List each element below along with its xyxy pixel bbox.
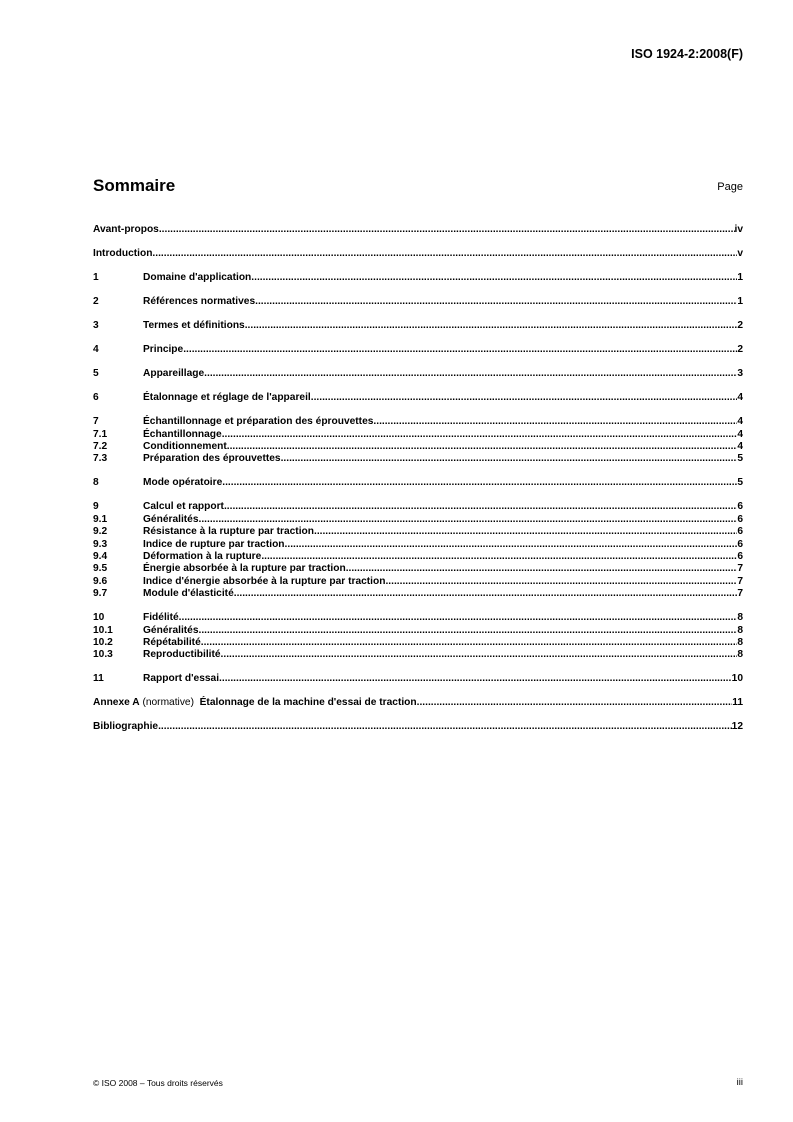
dot-leader <box>199 625 738 637</box>
toc-entry-page: 6 <box>737 501 743 513</box>
toc-entry-title: Fidélité <box>143 612 179 624</box>
toc-entry-page: 2 <box>737 344 743 356</box>
toc-entry-page: 1 <box>737 296 743 308</box>
toc-title: Sommaire <box>93 176 176 195</box>
toc-entry-title: Conditionnement <box>143 441 227 453</box>
toc-entry[interactable] <box>93 588 743 600</box>
toc-entry[interactable] <box>93 272 743 284</box>
toc-entry-title: Déformation à la rupture <box>143 550 262 562</box>
dot-leader <box>373 416 737 428</box>
dot-leader <box>221 649 738 661</box>
toc-entry-number: 10.2 <box>93 636 113 648</box>
dot-leader <box>255 296 737 308</box>
dot-leader <box>219 673 732 685</box>
footer-page-number: iii <box>736 1077 743 1088</box>
toc-entry-page: 8 <box>737 649 743 661</box>
toc-entry-number: 7 <box>93 416 99 428</box>
toc-entry-page: 7 <box>737 563 743 575</box>
toc-entry-title: Étalonnage et réglage de l'appareil <box>143 392 311 404</box>
toc-entry-number: 9.4 <box>93 550 108 562</box>
toc-entry-number: 1 <box>93 272 99 284</box>
toc-entry[interactable] <box>93 296 743 308</box>
toc-entry[interactable] <box>93 513 743 525</box>
toc-entry-page: 5 <box>737 453 743 465</box>
toc-entry[interactable] <box>93 673 743 685</box>
dot-leader <box>285 539 738 551</box>
toc-entry-title: Répétabilité <box>143 636 201 648</box>
dot-leader <box>314 526 737 538</box>
dot-leader <box>159 224 735 236</box>
toc-entry[interactable] <box>93 248 743 260</box>
toc-entry[interactable] <box>93 477 743 489</box>
toc-entry[interactable] <box>93 392 743 404</box>
toc-entry-page: 6 <box>737 538 743 550</box>
toc-entry-number: 9.3 <box>93 538 108 550</box>
dot-leader <box>227 441 738 453</box>
toc-entry-bibliography[interactable] <box>93 721 743 733</box>
document-id: ISO 1924-2:2008(F) <box>631 47 743 61</box>
toc-entry[interactable] <box>93 344 743 356</box>
toc-entry-title: Indice d'énergie absorbée à la rupture par traction <box>143 575 386 587</box>
toc-entry-title: Résistance à la rupture par traction <box>143 526 314 538</box>
dot-leader <box>311 392 738 404</box>
toc-entry-number: 7.2 <box>93 441 108 453</box>
toc-entry-number: 8 <box>93 477 99 489</box>
toc-entry-number: 9.2 <box>93 526 108 538</box>
dot-leader <box>179 612 738 624</box>
bibliography-title: Bibliographie <box>93 721 159 733</box>
toc-entry-title: Reproductibilité <box>143 649 221 661</box>
toc-entry-page: 1 <box>737 272 743 284</box>
dot-leader <box>245 320 738 332</box>
dot-leader <box>251 272 737 284</box>
toc-entry-number: 11 <box>93 673 104 685</box>
toc-entry-number: 9.7 <box>93 588 108 600</box>
toc-entry-number: 3 <box>93 320 99 332</box>
toc-entry-title: Indice de rupture par traction <box>143 538 285 550</box>
dot-leader <box>224 501 737 513</box>
toc-entry-page: 8 <box>737 612 743 624</box>
toc-entry-page: 4 <box>737 428 743 440</box>
toc-entry-title: Appareillage <box>143 368 205 380</box>
toc-entry-page: 4 <box>737 441 743 453</box>
toc-entry[interactable] <box>93 649 743 661</box>
toc-entry-number: 6 <box>93 392 99 404</box>
dot-leader <box>199 514 738 526</box>
toc-entry[interactable] <box>93 501 743 513</box>
toc-entry-title: Rapport d'essai <box>143 673 220 685</box>
toc-entry-title: Termes et définitions <box>143 320 245 332</box>
toc-entry-title: Module d'élasticité <box>143 588 234 600</box>
dot-leader <box>261 551 737 563</box>
toc-entry-page: v <box>737 248 743 260</box>
toc-entry-page: 3 <box>737 368 743 380</box>
toc-entry-title: Avant-propos <box>93 224 159 236</box>
toc-entry[interactable] <box>93 612 743 624</box>
toc-entry-title: Généralités <box>143 624 199 636</box>
toc-entry-page: 6 <box>737 513 743 525</box>
toc-title-row <box>93 176 743 200</box>
dot-leader <box>201 637 738 649</box>
toc-entry-number: 10.3 <box>93 649 113 661</box>
toc-entry-number: 9 <box>93 501 99 513</box>
dot-leader <box>158 721 732 733</box>
toc-entry[interactable] <box>93 526 743 538</box>
toc-entry-number: 5 <box>93 368 99 380</box>
dot-leader <box>281 453 738 465</box>
toc-entry-page: iv <box>734 224 743 236</box>
toc-entry[interactable] <box>93 637 743 649</box>
annex-title: Étalonnage de la machine d'essai de traction <box>199 697 417 709</box>
toc-entry-title: Principe <box>143 344 184 356</box>
annex-type: (normative) <box>142 697 194 709</box>
toc-entry-page: 2 <box>737 320 743 332</box>
toc-entry-number: 10.1 <box>93 624 113 636</box>
dot-leader <box>222 477 737 489</box>
dot-leader <box>417 697 733 709</box>
page-column-label: Page <box>717 181 743 193</box>
toc-entry-page: 7 <box>737 575 743 587</box>
toc-entry-page: 4 <box>737 392 743 404</box>
toc-entry-title: Mode opératoire <box>143 477 223 489</box>
toc-entry-title: Calcul et rapport <box>143 501 224 513</box>
table-of-contents <box>93 224 743 733</box>
toc-entry-page: 5 <box>737 477 743 489</box>
toc-entry-number: 9.5 <box>93 563 108 575</box>
toc-entry[interactable] <box>93 428 743 440</box>
toc-entry-page: 6 <box>737 550 743 562</box>
toc-entry-number: 2 <box>93 296 99 308</box>
annex-label: Annexe A <box>93 697 140 709</box>
toc-entry-page: 8 <box>737 636 743 648</box>
toc-entry-number: 10 <box>93 612 105 624</box>
toc-entry[interactable] <box>93 453 743 465</box>
toc-entry[interactable] <box>93 575 743 587</box>
toc-entry[interactable] <box>93 224 743 236</box>
dot-leader <box>204 368 737 380</box>
bibliography-page: 12 <box>731 721 743 733</box>
toc-entry-page: 10 <box>731 673 743 685</box>
toc-entry-title: Échantillonnage <box>143 428 222 440</box>
toc-entry-title: Énergie absorbée à la rupture par traction <box>143 563 346 575</box>
toc-entry[interactable] <box>93 441 743 453</box>
toc-entry-title: Références normatives <box>143 296 256 308</box>
toc-entry[interactable] <box>93 368 743 380</box>
toc-entry-page: 6 <box>737 526 743 538</box>
toc-entry-title: Préparation des éprouvettes <box>143 453 281 465</box>
toc-entry-title: Généralités <box>143 513 199 525</box>
toc-entry-number: 4 <box>93 344 99 356</box>
toc-entry[interactable] <box>93 624 743 636</box>
toc-entry[interactable] <box>93 320 743 332</box>
annex-page: 11 <box>732 697 743 709</box>
dot-leader <box>183 344 737 356</box>
toc-entry[interactable] <box>93 416 743 428</box>
dot-leader <box>234 588 738 600</box>
toc-entry-page: 7 <box>737 588 743 600</box>
toc-entry-title: Échantillonnage et préparation des éprouvettes <box>143 416 374 428</box>
dot-leader <box>222 429 738 441</box>
toc-entry-page: 4 <box>737 416 743 428</box>
toc-entry-number: 9.6 <box>93 575 108 587</box>
toc-entry-title: Domaine d'application <box>143 272 252 284</box>
dot-leader <box>152 248 737 260</box>
toc-entry[interactable] <box>93 551 743 563</box>
toc-entry-number: 9.1 <box>93 513 108 525</box>
toc-entry[interactable] <box>93 538 743 550</box>
toc-entry-title: Introduction <box>93 248 153 260</box>
toc-entry[interactable] <box>93 563 743 575</box>
toc-entry-number: 7.1 <box>93 428 108 440</box>
footer-copyright: © ISO 2008 – Tous droits réservés <box>93 1078 223 1088</box>
toc-entry-page: 8 <box>737 624 743 636</box>
dot-leader <box>346 563 738 575</box>
toc-entry-number: 7.3 <box>93 453 108 465</box>
toc-entry-annex[interactable] <box>93 697 743 709</box>
dot-leader <box>385 576 737 588</box>
